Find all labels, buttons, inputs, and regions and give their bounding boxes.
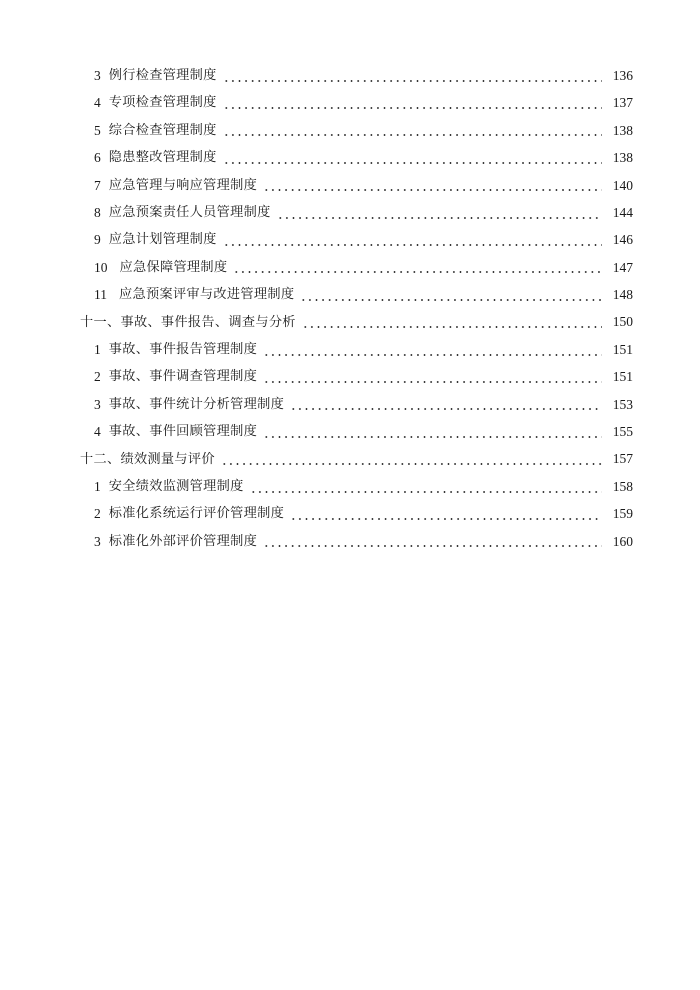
toc-entry-title: 安全绩效监测管理制度 (108, 478, 244, 494)
toc-entry-number: 10 (94, 259, 108, 275)
dot-leader (223, 153, 602, 165)
toc-entry-title: 应急计划管理制度 (108, 232, 217, 248)
toc-entry-page: 138 (612, 150, 633, 166)
toc-entry-number: 3 (94, 67, 101, 83)
dot-leader (263, 427, 602, 439)
toc-entry-page: 146 (612, 232, 633, 248)
toc-entry-page: 147 (612, 259, 633, 275)
dot-leader (277, 208, 602, 220)
toc-entry-10-emergency-support[interactable] (0, 254, 700, 281)
dot-leader (233, 262, 602, 274)
toc-entry-number: 2 (94, 369, 101, 385)
toc-entry-title: 专项检查管理制度 (108, 95, 217, 111)
toc-entry-title: 应急预案责任人员管理制度 (108, 205, 271, 221)
toc-entry-2-incident-investigation[interactable] (0, 363, 700, 390)
toc-entry-number: 9 (94, 232, 101, 248)
toc-entry-page: 150 (612, 314, 633, 330)
toc-entry-title: 事故、事件回顾管理制度 (108, 424, 258, 440)
toc-entry-page: 136 (612, 67, 633, 83)
toc-entry-4-special-inspection[interactable] (0, 89, 700, 116)
toc-entry-title: 标准化系统运行评价管理制度 (108, 506, 285, 522)
toc-entry-6-hazard-rectification[interactable] (0, 144, 700, 171)
toc-section-title: 十一、事故、事件报告、调查与分析 (80, 314, 296, 330)
toc-entry-title: 应急管理与响应管理制度 (108, 177, 258, 193)
toc-entry-1-safety-monitoring[interactable] (0, 473, 700, 500)
toc-entry-page: 144 (612, 204, 633, 220)
toc-entry-title: 隐患整改管理制度 (108, 150, 217, 166)
dot-leader (223, 98, 602, 110)
toc-entry-page: 148 (612, 287, 633, 303)
dot-leader (221, 454, 602, 466)
toc-entry-title: 例行检查管理制度 (108, 68, 217, 84)
toc-entry-5-comprehensive-inspection[interactable] (0, 117, 700, 144)
toc-entry-7-emergency-response[interactable] (0, 172, 700, 199)
toc-entry-11-plan-review[interactable] (0, 281, 700, 308)
dot-leader (263, 180, 602, 192)
toc-entry-title: 应急预案评审与改进管理制度 (119, 287, 295, 303)
toc-entry-page: 138 (612, 122, 633, 138)
toc-entry-page: 153 (612, 396, 633, 412)
toc-entry-title: 综合检查管理制度 (108, 122, 217, 138)
dot-leader (263, 536, 602, 548)
toc-entry-page: 140 (612, 177, 633, 193)
toc-entry-number: 11 (94, 287, 107, 303)
toc-entry-number: 7 (94, 177, 101, 193)
toc-entry-3-external-evaluation[interactable] (0, 528, 700, 555)
toc-entry-title: 事故、事件统计分析管理制度 (108, 396, 285, 412)
toc-entry-title: 事故、事件报告管理制度 (108, 342, 258, 357)
toc-section-title: 十二、绩效测量与评价 (80, 451, 215, 467)
toc-entry-page: 157 (612, 451, 633, 467)
toc-entry-page: 151 (612, 341, 633, 357)
toc-entry-9-emergency-plan[interactable] (0, 226, 700, 253)
toc-entry-title: 事故、事件调查管理制度 (108, 369, 258, 385)
toc-section-11-incident-reporting[interactable] (0, 309, 700, 336)
dot-leader (223, 125, 602, 137)
dot-leader (223, 71, 602, 83)
toc-entry-number: 3 (94, 396, 101, 412)
toc-entry-number: 1 (94, 478, 101, 494)
toc-entry-1-incident-report[interactable] (0, 336, 700, 363)
dot-leader (250, 482, 602, 494)
toc-entry-page: 151 (612, 369, 633, 385)
toc-entry-number: 8 (94, 204, 101, 220)
dot-leader (290, 399, 602, 411)
dot-leader (290, 509, 602, 521)
toc-section-12-performance-measurement[interactable] (0, 445, 700, 472)
dot-leader (223, 235, 602, 247)
toc-entry-page: 159 (612, 506, 633, 522)
toc-entry-number: 2 (94, 506, 101, 522)
toc-entry-2-system-evaluation[interactable] (0, 500, 700, 527)
toc-entry-number: 1 (94, 341, 101, 357)
toc-entry-3-routine-inspection[interactable] (0, 62, 700, 89)
dot-leader (302, 317, 602, 329)
dot-leader (263, 345, 602, 357)
toc-entry-page: 158 (612, 478, 633, 494)
toc-entry-number: 4 (94, 95, 101, 111)
toc-entry-title: 应急保障管理制度 (119, 259, 228, 275)
toc-entry-number: 5 (94, 122, 101, 138)
toc-entry-page: 137 (612, 95, 633, 111)
toc-entry-number: 3 (94, 533, 101, 549)
toc-entry-8-plan-responsible-persons[interactable] (0, 199, 700, 226)
dot-leader (300, 290, 602, 302)
toc-entry-title: 标准化外部评价管理制度 (108, 533, 258, 549)
toc-entry-4-incident-review[interactable] (0, 418, 700, 445)
dot-leader (263, 372, 602, 384)
toc-entry-3-incident-statistics[interactable] (0, 391, 700, 418)
table-of-contents (0, 62, 700, 555)
toc-entry-page: 155 (612, 424, 633, 440)
toc-entry-number: 4 (94, 424, 101, 440)
toc-entry-page: 160 (612, 533, 633, 549)
toc-entry-number: 6 (94, 150, 101, 166)
